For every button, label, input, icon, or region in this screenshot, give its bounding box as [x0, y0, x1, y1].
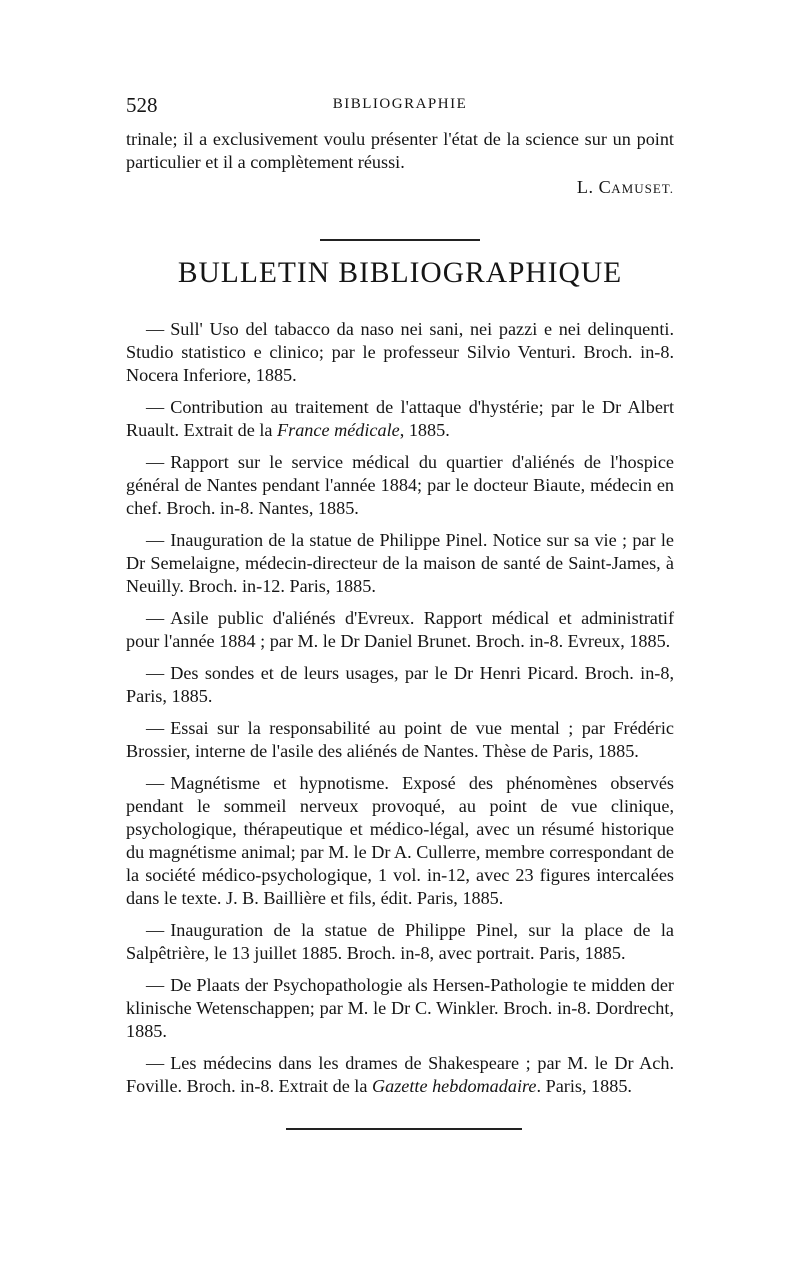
page-number: 528: [126, 93, 158, 117]
signature-initial: L. C: [576, 177, 612, 197]
bibliography-entry: [126, 919, 674, 965]
entry-dash: —: [146, 397, 165, 417]
entry-dash: —: [146, 975, 165, 995]
entry-text-end: . Paris, 1885.: [536, 1076, 632, 1096]
entry-text: Inauguration de la statue de Philippe Pinel. Notice sur sa vie ; par le Dr Semelaigne, médecin-directeur de la maison de santé de Saint-James, à Neuilly. Broch. in-12. Paris, 1885.: [126, 530, 674, 596]
bibliography-entry: [126, 318, 674, 387]
bibliography-entry: [126, 607, 674, 653]
previous-review-text: trinale; il a exclusivement voulu présenter l'état de la science sur un point particulier et il a complètement réussi.: [126, 129, 674, 172]
entry-dash: —: [146, 1053, 165, 1073]
entry-text: De Plaats der Psychopathologie als Hersen-Pathologie te midden der klinische Wetenschappen; par M. le Dr C. Winkler. Broch. in-8. Dordrecht, 1885.: [126, 975, 674, 1041]
entry-text: Asile public d'aliénés d'Evreux. Rapport médical et administratif pour l'année 1884 ; par M. le Dr Daniel Brunet. Broch. in-8. Evreux, 1885.: [126, 608, 674, 651]
bibliography-entry: [126, 717, 674, 763]
section-divider-bottom: [286, 1128, 522, 1130]
running-head: [126, 93, 674, 119]
signature-surname: AMUSET.: [611, 181, 674, 196]
bibliography-entry: [126, 529, 674, 598]
entry-dash: —: [146, 663, 165, 683]
entry-text-end: , 1885.: [399, 420, 450, 440]
entry-text: Rapport sur le service médical du quartier d'aliénés de l'hospice général de Nantes pendant l'année 1884; par le docteur Biaute, médecin en chef. Broch. in-8. Nantes, 1885.: [126, 452, 674, 518]
entry-dash: —: [146, 773, 165, 793]
bibliography-list: [126, 318, 674, 1098]
entry-dash: —: [146, 608, 165, 628]
section-title: BULLETIN BIBLIOGRAPHIQUE: [177, 257, 623, 289]
bibliography-entry: [126, 974, 674, 1043]
entry-text: Contribution au traitement de l'attaque d'hystérie; par le Dr Albert Ruault. Extrait de la: [126, 397, 674, 440]
previous-review-ending: [126, 128, 674, 174]
bibliography-entry: [126, 662, 674, 708]
entry-text: Inauguration de la statue de Philippe Pinel, sur la place de la Salpêtrière, le 13 juillet 1885. Broch. in-8, avec portrait. Paris, 1885.: [126, 920, 674, 963]
entry-text: Sull' Uso del tabacco da naso nei sani, nei pazzi e nei delinquenti. Studio statistico e clinico; par le professeur Silvio Venturi. Broch. in-8. Nocera Inferiore, 1885.: [126, 319, 674, 385]
bibliography-entry: [126, 451, 674, 520]
journal-title: France médicale: [277, 420, 400, 440]
section-divider-top: [320, 239, 480, 241]
bibliography-entry: [126, 396, 674, 442]
entry-dash: —: [146, 718, 165, 738]
entry-text: Les médecins dans les drames de Shakespeare ; par M. le Dr Ach. Foville. Broch. in-8. Extrait de la: [126, 1053, 674, 1096]
journal-title: Gazette hebdomadaire: [371, 1076, 537, 1096]
entry-text: Magnétisme et hypnotisme. Exposé des phénomènes observés pendant le sommeil nerveux provoqué, au point de vue clinique, psychologique, thérapeutique et médico-légal, avec un résumé historique du magnétisme animal; par M. le Dr A. Cullerre, membre correspondant de la société médico-psychologique, 1 vol. in-12, avec 23 figures intercalées dans le texte. J. B. Baillière et fils, édit. Paris, 1885.: [126, 773, 674, 908]
entry-dash: —: [146, 530, 165, 550]
bibliography-entry: [126, 1052, 674, 1098]
entry-text: Des sondes et de leurs usages, par le Dr Henri Picard. Broch. in-8, Paris, 1885.: [126, 663, 674, 706]
entry-dash: —: [146, 452, 165, 472]
running-title: BIBLIOGRAPHIE: [332, 96, 468, 112]
entry-dash: —: [146, 319, 165, 339]
entry-text: Essai sur la responsabilité au point de vue mental ; par Frédéric Brossier, interne de l'asile des aliénés de Nantes. Thèse de Paris, 1885.: [126, 718, 674, 761]
review-signature: [577, 177, 674, 198]
bibliography-entry: [126, 772, 674, 910]
entry-dash: —: [146, 920, 165, 940]
